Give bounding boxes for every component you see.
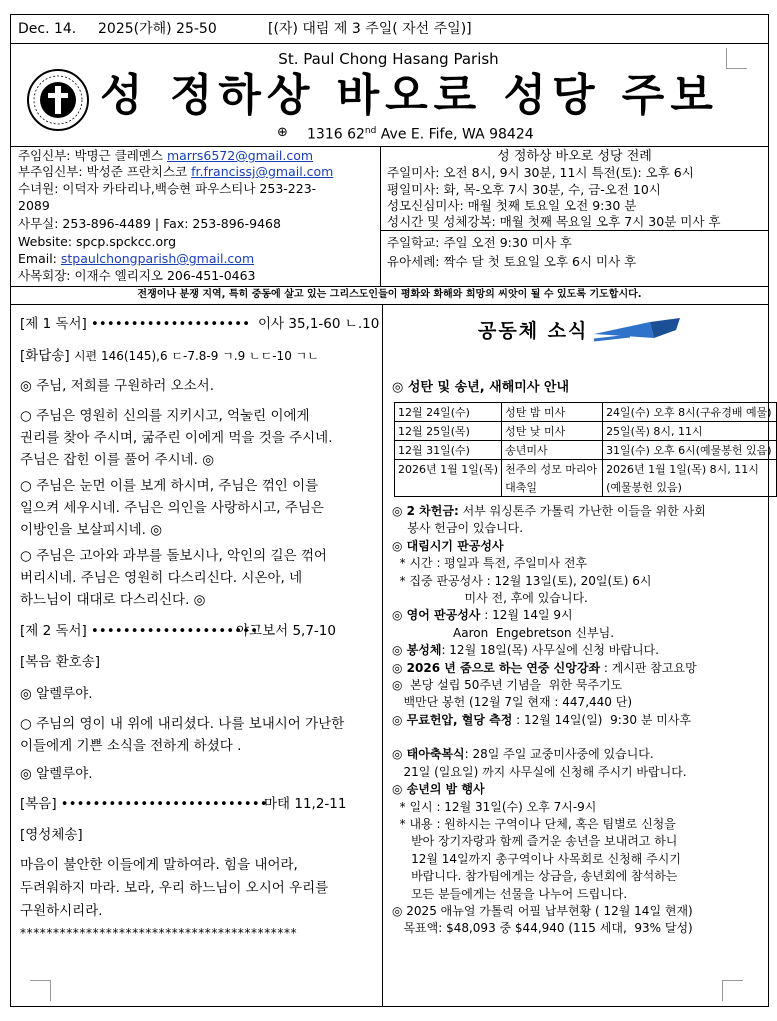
address-pin-icon: ⊕ [277,125,288,140]
news-line-heading: ◎ 태아축복식 [392,747,465,762]
news-line [392,503,764,520]
table-row [395,441,777,460]
news-line-heading: ◎ 송년의 밤 행사 [392,782,485,797]
second-reading: [제 2 독서] ••••••••••••••••••••• [20,623,259,639]
news-line-text: ◎ 본당 설립 50주년 기념을 위한 묵주기도 [392,677,623,692]
pastor: 주임신부: 박명근 클레멘스 marrs6572@gmail.com [18,148,314,163]
news-line-heading: ◎ 무료헌압, 혈당 측정 [392,712,513,727]
news-line-text: : 12월 18일(목) 사무실에 신청 바랍니다. [441,643,659,658]
news-line [392,729,764,746]
news-line-text: 미사 전, 후에 있습니다. [392,590,588,605]
table-cell: (예물봉헌 있음) [603,478,777,497]
news-line-text: * 내용 : 원하시는 구역이나 단체, 혹은 팀별로 신청을 [392,817,676,832]
table-cell: 천주의 성모 마리아 [502,460,603,479]
communion-antiphon: [영성체송] [20,827,83,843]
acclamation-verse-line: 이들에게 기쁜 소식을 전하게 하셨다 . [20,738,242,754]
communion-line: 구원하시리라. [20,903,103,919]
convent-line1: 수녀원: 이덕자 카타리나,백승현 파우스티나 253-223- [18,181,317,196]
news-line-text: 모든 분들에게는 선물을 나누어 드립니다. [392,886,628,901]
news-line [392,520,764,537]
gospel: [복음] •••••••••••••••••••••••••• [20,796,268,812]
acclamation-verse-line: ○ 주님의 영이 내 위에 내리셨다. 나를 보내시어 가난한 [20,716,345,732]
news-line-text: 서부 워싱톤주 가톨릭 가난한 이들을 위한 사회 [458,504,706,518]
news-line-text: : 게시판 참고요망 [600,660,697,675]
news-title: 공동체 소식 [478,320,589,342]
table-cell: 12월 24일(수) [395,403,502,422]
psalm-verse-line: ○ 주님은 영원히 신의를 지키시고, 억눌린 이에게 [20,408,310,424]
liturgy-line: 주일미사: 오전 8시, 9시 30분, 11시 특전(토): 오후 6시 [387,165,694,180]
table-cell: 성탄 밤 미사 [502,403,603,422]
separator-stars: ****************************************** [20,926,298,940]
news-line [392,660,764,677]
news-line [392,625,764,642]
table-cell: 2026년 1월 1일(목) 8시, 11시 [603,460,777,479]
table-cell: 12월 25일(목) [395,422,502,441]
news-items [392,503,764,938]
news-line-text: 받아 장기자랑과 함께 즐거운 송년을 보내려고 하니 [392,834,678,849]
table-cell: 31일(수) 오후 6시(예물봉헌 있음) [603,441,777,460]
communion-line: 마음이 불안한 이들에게 말하여라. 힘을 내어라, [20,857,298,873]
news-line [392,538,764,555]
psalm-verse-line: 일으켜 세우시네. 주님은 의인을 사랑하시고, 주님은 [20,500,324,516]
news-line [392,781,764,798]
table-cell: 대축일 [502,478,603,497]
news-line-heading: ◎ 봉성체 [392,643,442,658]
psalm: [화답송] 시편 146(145),6 ㄷ-7.8-9 ㄱ.9 ㄴㄷ-10 ㄱㄴ [20,348,319,364]
news-line-text: 봉사 헌금이 있습니다. [392,521,524,536]
news-line-text: : 12월 14일(일) 9:30 분 미사후 [512,712,692,727]
table-cell [395,478,502,497]
news-line [392,712,764,729]
news-line-text: * 시간 : 평일과 특전, 주일미사 전후 [392,556,588,571]
news-line [392,642,764,659]
parish-email-link[interactable]: stpaulchongparish@gmail.com [60,251,255,266]
gospel-acclamation: [복음 환호송] [20,654,101,670]
liturgy-line: 평일미사: 화, 목-오후 7시 30분, 수, 금-오전 10시 [387,182,661,197]
first-reading-ref: 이사 35,1-60 ㄴ.10 [258,316,380,332]
table-row [395,460,777,479]
news-line [392,677,764,694]
news-line-text: 백만단 봉헌 (12월 7일 현재 : 447,440 단) [392,695,632,710]
news-line [392,573,764,590]
psalm-verse-line: 버리시네. 주님은 영원히 다스리신다. 시온아, 네 [20,570,303,586]
table-cell: 송년미사 [502,441,603,460]
website: Website: spcp.spckcc.org [18,234,177,249]
news-line-text: * 일시 : 12월 31일(수) 오후 7시-9시 [392,799,597,814]
news-line [392,590,764,607]
news-line-text: : 28일 주일 교중미사중에 있습니다. [464,747,654,762]
gospel-ref: 마태 11,2-11 [264,796,347,812]
table-row [395,478,777,497]
mass-schedule-table [394,402,777,497]
news-line-text: : 12월 14일 9시 [480,608,573,623]
megaphone-icon [590,316,686,346]
news-line-text: Aaron Engebretson 신부님. [392,625,615,640]
news-line-heading: ◎ 2 차헌금: [392,504,459,518]
news-line [392,886,764,903]
news-line-text: 목표액: $48,093 중 $44,940 (115 세대, 93% 달성) [392,921,693,936]
news-line-heading: ◎ 영어 판공성사 [392,608,481,623]
pastor-email-link[interactable]: marrs6572@gmail.com [166,148,314,163]
convent-line2: 2089 [18,198,50,213]
christmas-mass-heading: ◎ 성탄 및 송년, 새해미사 안내 [392,380,570,395]
news-line-text: * 집중 판공성사 : 12월 13일(토), 20일(토) 6시 [392,573,652,588]
news-line [392,555,764,572]
associate-pastor: 부주임신부: 박성준 프란치스코 fr.francissj@gmail.com [18,164,334,179]
news-line [392,920,764,937]
news-line-heading: ◎ 대림시기 판공성사 [392,538,504,553]
news-line [392,746,764,763]
table-cell: 성탄 낮 미사 [502,422,603,441]
bulletin-date: Dec. 14. [18,21,77,37]
news-line-text: 21일 (일요일) 까지 사무실에 신청해 주시기 바랍니다. [392,764,687,779]
psalm-verse-line: 권리를 찾아 주시며, 굶주린 이에게 먹을 것을 주시네. [20,430,333,446]
liturgy-line: 성모신심미사: 매월 첫째 토요일 오전 9:30 분 [387,198,637,213]
liturgy-line: 성시간 및 성체강복: 매월 첫째 목요일 오후 7시 30분 미사 후 [387,214,721,229]
psalm-response: ◎ 주님, 저희를 구원하러 오소서. [20,378,215,394]
communion-line: 두려워하지 마라. 보라, 우리 하느님이 오시어 우리를 [20,880,329,896]
email: Email: stpaulchongparish@gmail.com [18,251,255,266]
table-cell: 25일(목) 8시, 11시 [603,422,777,441]
news-line [392,799,764,816]
table-cell: 12월 31일(수) [395,441,502,460]
council-president: 사목회장: 이재수 엘리지오 206-451-0463 [18,268,256,283]
alleluia: ◎ 알렐루야. [20,686,93,702]
news-line-text: ◎ 2025 애뉴얼 가톨릭 어필 납부현황 ( 12월 14일 현재) [392,903,693,918]
liturgical-sunday: [(자) 대림 제 3 주일( 자선 주일)] [268,21,472,37]
table-cell: 2026년 1월 1일(목) [395,460,502,479]
prayer-intention: 전쟁이나 분쟁 지역, 특히 중동에 살고 있는 그리스도인들이 평화와 화해와 희망의 씨앗이 될 수 있도록 기도합시다. [137,289,642,300]
news-line [392,764,764,781]
table-row [395,403,777,422]
infant-baptism: 유아세례: 짝수 달 첫 토요일 오후 6시 미사 후 [387,254,637,269]
psalm-verse-line: 이방인을 보살피시네. ◎ [20,522,163,538]
sunday-school: 주일학교: 주일 오전 9:30 미사 후 [387,235,572,250]
parish-seal-logo [26,68,90,132]
news-line [392,833,764,850]
office-phone: 사무실: 253-896-4489 | Fax: 253-896-9468 [18,216,281,231]
news-line [392,816,764,833]
parish-name-en: St. Paul Chong Hasang Parish [278,50,499,68]
psalm-verse-line: 주님은 잡힌 이를 풀어 주시네. ◎ [20,452,215,468]
table-row [395,422,777,441]
psalm-verse-line: ○ 주님은 고아와 과부를 돌보시나, 악인의 길은 꺾어 [20,548,327,564]
table-cell: 24일(수) 오후 8시(구유경배 예물) [603,403,777,422]
news-line-text: 12월 14일까지 총구역이나 사목회로 신청해 주시기 [392,851,681,866]
news-line-heading: ◎ 2026 년 줌으로 하는 연중 신앙강좌 [392,660,601,675]
news-line [392,868,764,885]
news-line [392,903,764,920]
news-line [392,607,764,624]
first-reading: [제 1 독서] •••••••••••••••••••• [20,316,251,332]
psalm-verse-line: 하느님이 대대로 다스리신다. ◎ [20,592,206,608]
liturgy-heading: 성 정하상 바오로 성당 전례 [497,149,652,164]
news-line-text: 바랍니다. 참가팀에게는 상금을, 송년회에 참석하는 [392,869,678,884]
associate-email-link[interactable]: fr.francissj@gmail.com [191,164,334,179]
bulletin-title: 성 정하상 바오로 성당 주보 [100,70,719,121]
bulletin-issue: 2025(가해) 25-50 [98,21,217,37]
news-line [392,851,764,868]
psalm-verse-line: ○ 주님은 눈먼 이를 보게 하시며, 주님은 꺾인 이를 [20,478,319,494]
news-line [392,694,764,711]
second-reading-ref: 야고보서 5,7-10 [236,623,336,639]
alleluia: ◎ 알렐루야. [20,766,93,782]
parish-address: 1316 62nd Ave E. Fife, WA 98424 [307,126,534,143]
